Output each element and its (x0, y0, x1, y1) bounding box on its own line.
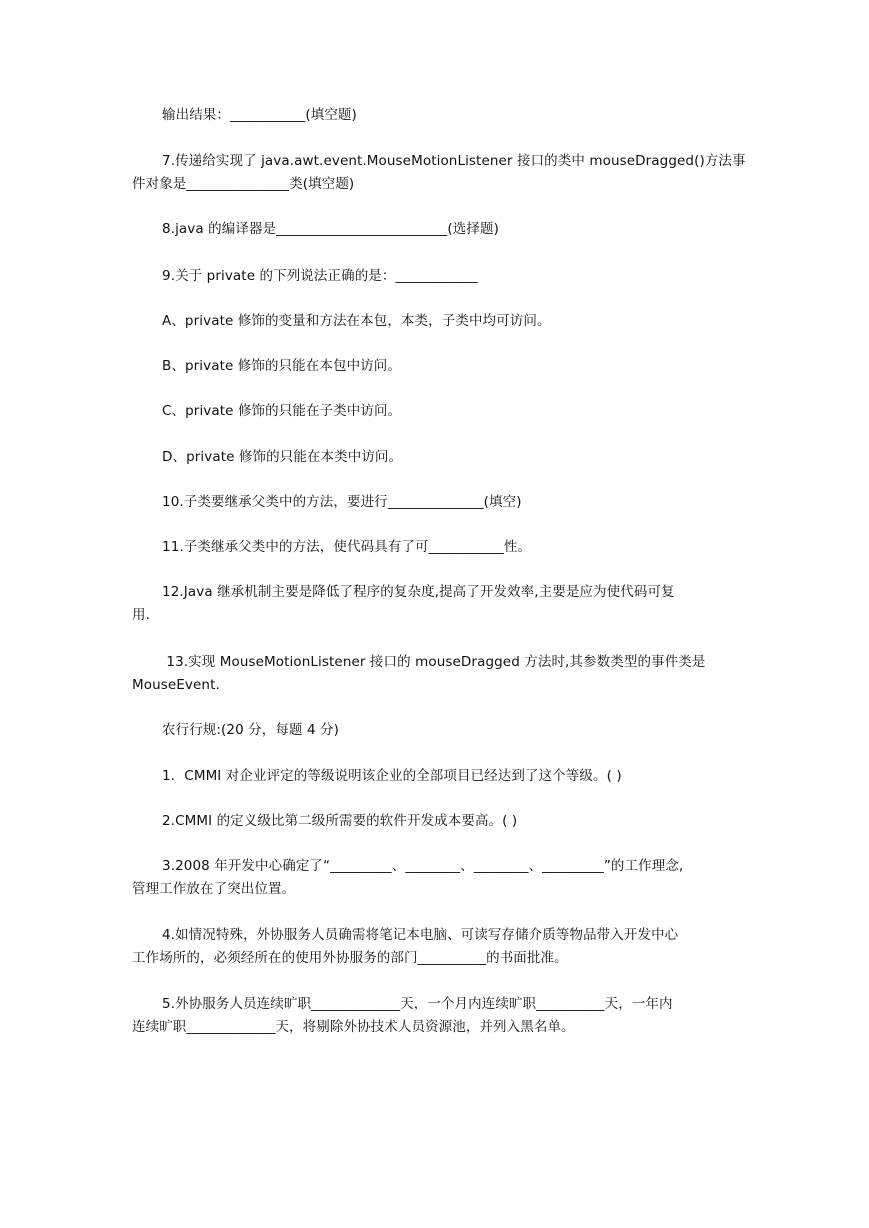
rule-2 (132, 810, 737, 833)
paragraph-line: 输出结果：___________(填空题) (162, 107, 357, 123)
paragraph-line: 13.实现 MouseMotionListener 接口的 mouseDragged 方法时,其参数类型的事件类是 (162, 654, 706, 670)
paragraph-line: MouseEvent. (132, 677, 220, 693)
paragraph-line: C、private 修饰的只能在子类中访问。 (162, 403, 402, 419)
option-a (132, 310, 737, 333)
paragraph-line: 农行行规:(20 分，每题 4 分) (162, 722, 340, 738)
paragraph-line: 7.传递给实现了 java.awt.event.MouseMotionListener 接口的类中 mouseDragged()方法事 (162, 153, 746, 169)
option-b (132, 355, 737, 378)
paragraph-line: 连续旷职_____________天，将剔除外协技术人员资源池，并列入黑名单。 (132, 1019, 575, 1035)
paragraph-line: B、private 修饰的只能在本包中访问。 (162, 358, 401, 374)
paragraph-line: 工作场所的，必须经所在的使用外协服务的部门__________的书面批准。 (132, 950, 568, 966)
paragraph-line: D、private 修饰的只能在本类中访问。 (162, 449, 403, 465)
paragraph-line: 4.如情况特殊，外协服务人员确需将笔记本电脑、可读写存储介质等物品带入开发中心 (162, 927, 679, 943)
output-result-line (132, 104, 737, 127)
question-10 (132, 491, 737, 514)
rule-4 (132, 924, 737, 970)
paragraph-line: 12.Java 继承机制主要是降低了程序的复杂度,提高了开发效率,主要是应为使代码可复 (162, 584, 675, 600)
paragraph-line: 9.关于 private 的下列说法正确的是：____________ (162, 268, 478, 284)
option-d (132, 446, 737, 469)
paragraph-line: 10.子类要继承父类中的方法，要进行______________(填空) (162, 494, 522, 510)
paragraph-line: 5.外协服务人员连续旷职_____________天，一个月内连续旷职__________天，一年内 (162, 996, 673, 1012)
statement-12 (132, 581, 737, 627)
question-9 (132, 265, 737, 288)
paragraph-line: 管理工作放在了突出位置。 (132, 881, 296, 897)
paragraph-line: A、private 修饰的变量和方法在本包，本类，子类中均可访问。 (162, 313, 551, 329)
statement-13 (132, 651, 737, 697)
section-heading (132, 719, 737, 742)
paragraph-line: 用. (132, 607, 150, 623)
paragraph-line: 11.子类继承父类中的方法，使代码具有了可___________性。 (162, 539, 532, 555)
paragraph-line: 2.CMMI 的定义级比第二级所需要的软件开发成本要高。( ) (162, 813, 518, 829)
option-c (132, 400, 737, 423)
rule-1 (132, 765, 737, 788)
question-7 (132, 150, 746, 196)
question-8 (132, 218, 737, 241)
paragraph-line: 8.java 的编译器是_________________________(选择题) (162, 221, 499, 237)
rule-3 (132, 855, 737, 901)
paragraph-line: 1．CMMI 对企业评定的等级说明该企业的全部项目已经达到了这个等级。( ) (162, 768, 622, 784)
question-11 (132, 536, 737, 559)
paragraph-line: 3.2008 年开发中心确定了“_________、________、________、_________”的工作理念, (162, 858, 684, 874)
paragraph-line: 件对象是_______________类(填空题) (132, 176, 355, 192)
rule-5 (132, 993, 737, 1039)
